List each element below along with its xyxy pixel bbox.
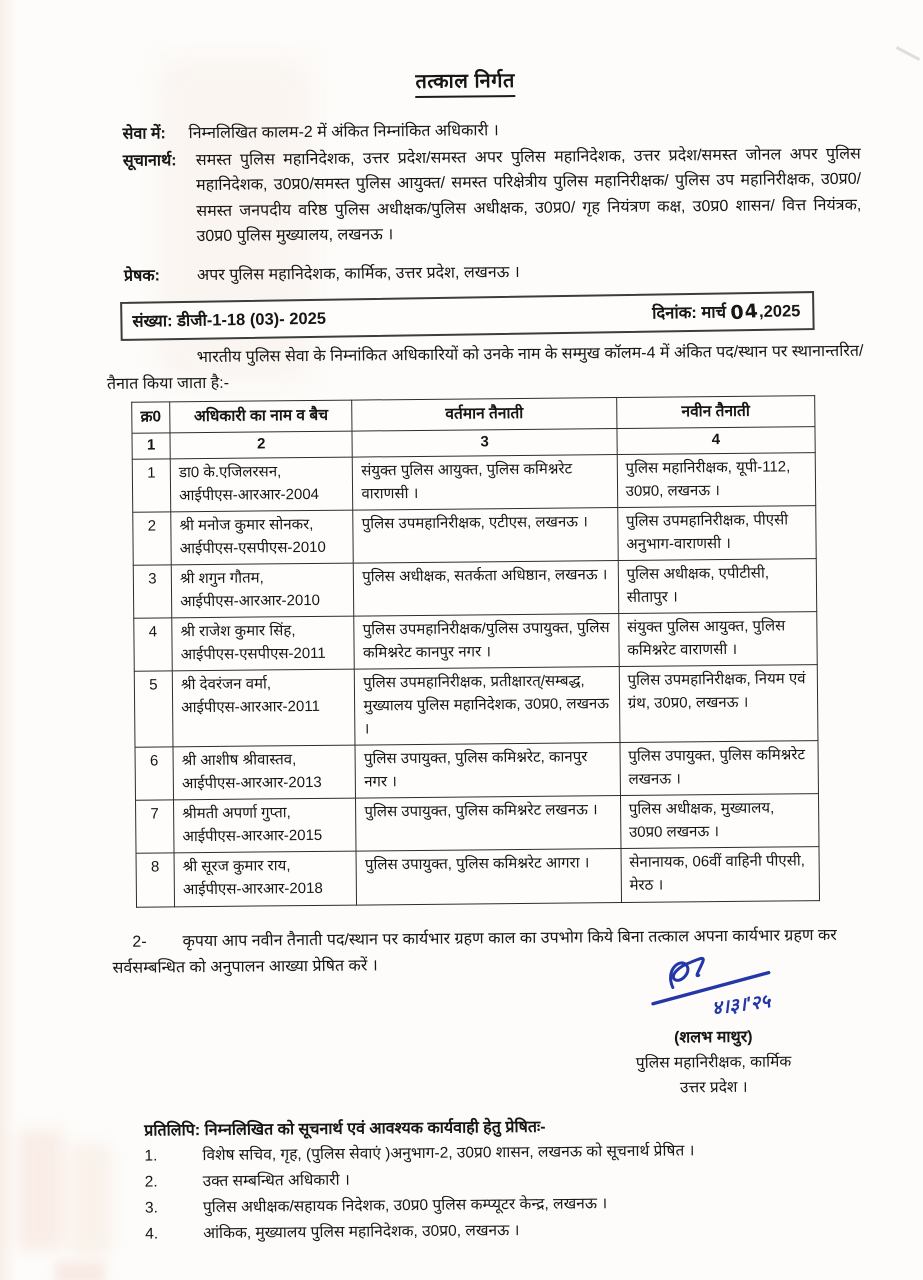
new-posting: पुलिस महानिरीक्षक, यूपी-112, उ0प्र0, लखनऊ । [617, 453, 816, 508]
signature-handwritten-date: ४।३।'२५ [710, 991, 772, 1020]
order-paragraph: भारतीय पुलिस सेवा के निम्नांकित अधिकारियों को उनके नाम के सम्मुख कॉलम-4 में अंकित पद/स्थान पर स्थानान्तरित/तैनात किया जाता है:- [106, 342, 864, 393]
current-posting: पुलिस उपमहानिरीक्षक/पुलिस उपायुक्त, पुलिस कमिश्नरेट कानपुर नगर । [354, 614, 619, 670]
officer-name: श्री मनोज कुमार सोनकर, [179, 515, 314, 535]
copy-item-number: 4. [145, 1225, 159, 1243]
signatory-designation: पुलिस महानिरीक्षक, कार्मिक [635, 1053, 792, 1072]
row-number: 2 [133, 512, 172, 565]
column-number: 2 [170, 431, 353, 459]
scan-artifact-left-band [0, 0, 16, 1280]
copy-item [145, 1191, 873, 1219]
current-posting: पुलिस उपायुक्त, पुलिस कमिश्नरेट, कानपुर नगर । [355, 743, 620, 799]
column-number: 4 [617, 427, 816, 455]
officer-batch: आईपीएस-एसपीएस-2010 [179, 538, 326, 558]
row-number: 8 [136, 853, 175, 907]
scan-artifact-bottom-streak [70, 1145, 110, 1255]
new-posting: पुलिस उपमहानिरीक्षक, नियम एवं ग्रंथ, उ0प्र0, लखनऊ । [619, 665, 818, 743]
officer-batch: आईपीएस-आरआर-2013 [181, 773, 322, 793]
scan-artifact-fold-mark [896, 46, 920, 61]
addressee-text: निम्नलिखित कालम-2 में अंकित निम्नांकित अधिकारी । [188, 122, 499, 143]
reference-box [120, 291, 815, 341]
row-number: 1 [132, 459, 171, 512]
copies-section [144, 1112, 873, 1245]
transfer-table [131, 395, 820, 908]
current-posting: पुलिस उपमहानिरीक्षक, प्रतीक्षारत्/सम्बद्ध, मुख्यालय पुलिस महानिदेशक, उ0प्र0, लखनऊ । [355, 667, 620, 746]
officer-cell [170, 457, 353, 512]
officer-cell [172, 669, 355, 747]
header-current-posting: वर्तमान तैनाती [352, 398, 617, 432]
copy-item-text: उक्त सम्बन्धित अधिकारी । [202, 1171, 350, 1191]
current-posting: पुलिस अधीक्षक, सतर्कता अधिष्ठान, लखनऊ । [354, 561, 619, 617]
reference-date-handwritten: 04 [729, 299, 761, 325]
copy-item-number: 1. [144, 1147, 158, 1165]
reference-number: संख्या: डीजी-1-18 (03)- 2025 [132, 309, 327, 331]
new-posting: पुलिस उपायुक्त, पुलिस कमिश्नरेट लखनऊ । [620, 741, 819, 796]
officer-cell [172, 616, 355, 671]
sender-row [124, 256, 864, 289]
officer-cell [174, 851, 357, 907]
copy-item-text: आंकिक, मुख्यालय पुलिस महानिदेशक, उ0प्र0, लखनऊ । [203, 1222, 520, 1243]
copy-item-number: 2. [144, 1173, 158, 1191]
table-row [134, 665, 818, 748]
addressee-label: सेवा में: [122, 125, 166, 143]
sender-text: अपर पुलिस महानिदेशक, कार्मिक, उत्तर प्रदेश, लखनऊ । [196, 263, 520, 284]
table-row [134, 612, 817, 672]
header-new-posting: नवीन तैनाती [616, 396, 815, 429]
copy-item [144, 1139, 872, 1167]
sender-label: प्रेषक: [123, 266, 161, 285]
scan-artifact-bottom-spot [55, 1262, 105, 1280]
row-number: 7 [136, 800, 175, 853]
table-row [133, 559, 816, 619]
reference-date-label: दिनांक: मार्च [652, 303, 727, 323]
table-row [132, 453, 815, 513]
header-name-batch: अधिकारी का नाम व बैच [170, 400, 353, 433]
row-number: 4 [134, 618, 173, 671]
copy-item [145, 1217, 873, 1245]
signatory-place: उत्तर प्रदेश । [679, 1078, 748, 1097]
table-row [135, 741, 818, 801]
row-number: 3 [133, 565, 172, 618]
page-title: तत्काल निर्गत [415, 66, 515, 98]
table-row [133, 506, 816, 566]
new-posting: पुलिस अधीक्षक, एपीटीसी, सीतापुर । [618, 559, 817, 614]
officer-batch: आईपीएस-आरआर-2004 [179, 485, 320, 505]
officer-name: श्री राजेश कुमार सिंह, [180, 622, 296, 641]
new-posting: पुलिस अधीक्षक, मुख्यालय, उ0प्र0 लखनऊ । [620, 794, 819, 849]
copy-item [145, 1165, 873, 1193]
document-content [100, 63, 873, 1245]
current-posting: पुलिस उपमहानिरीक्षक, एटीएस, लखनऊ । [353, 508, 618, 564]
reference-date [652, 298, 801, 323]
column-number: 3 [352, 429, 617, 458]
instruction-text: कृपया आप नवीन तैनाती पद/स्थान पर कार्यभार ग्रहण काल का उपभोग किये बिना तत्काल अपना कार्यभार ग्रहण कर सर्वसम्बन्धित को अनुपालन आख्या प्रेषित करें । [112, 926, 837, 977]
current-posting: पुलिस उपायुक्त, पुलिस कमिश्नरेट आगरा । [356, 849, 621, 906]
officer-cell [174, 798, 357, 853]
column-number: 1 [132, 433, 170, 459]
officer-batch: आईपीएस-एसपीएस-2011 [180, 644, 326, 664]
scan-artifact-bottom-streak [18, 1130, 63, 1250]
copy-item-number: 3. [144, 1199, 158, 1217]
officer-name: श्रीमती अपर्णा गुप्ता, [182, 804, 291, 823]
copy-item-text: विशेष सचिव, गृह, (पुलिस सेवाएं )अनुभाग-2, उ0प्र0 शासन, लखनऊ को सूचनार्थ प्रेषित । [202, 1142, 695, 1165]
reference-date-year: ,2025 [758, 302, 801, 321]
officer-batch: आईपीएस-आरआर-2011 [181, 697, 320, 717]
instruction-number: 2- [132, 933, 147, 951]
info-text: समस्त पुलिस महानिदेशक, उत्तर प्रदेश/समस्त अपर पुलिस महानिदेशक, उत्तर प्रदेश/समस्त जोनल अपर पुलिस महानिदेशक, उ0प्र0/समस्त पुलिस आयुक्त/ समस्त परिक्षेत्रीय पुलिस महानिरीक्षक/ पुलिस उप महानिरीक्षक, उ0प्र0/ समस्त जनपदीय वरिष्ठ पुलिस अधीक्षक/पुलिस अधीक्षक, उ0प्र0/ गृह नियंत्रण कक्ष, उ0प्र0 शासन/ वित्त नियंत्रक, उ0प्र0 पुलिस मुख्यालय, लखनऊ । [195, 145, 862, 246]
officer-cell [171, 510, 354, 565]
officer-name: श्री सूरज कुमार राय, [182, 857, 291, 876]
officer-batch: आईपीएस-आरआर-2015 [182, 826, 323, 846]
new-posting: सेनानायक, 06वीं वाहिनी पीएसी, मेरठ । [621, 847, 820, 903]
current-posting: संयुक्त पुलिस आयुक्त, पुलिस कमिश्नरेट वाराणसी । [353, 455, 618, 511]
officer-cell [173, 745, 356, 800]
current-posting: पुलिस उपायुक्त, पुलिस कमिश्नरेट लखनऊ । [356, 796, 621, 852]
new-posting: पुलिस उपमहानिरीक्षक, पीएसी अनुभाग-वाराणसी । [617, 506, 816, 561]
officer-batch: आईपीएस-आरआर-2018 [182, 879, 323, 899]
copy-item-text: पुलिस अधीक्षक/सहायक निदेशक, उ0प्र0 पुलिस कम्प्यूटर केन्द्र, लखनऊ । [202, 1195, 608, 1217]
table-row [136, 794, 819, 854]
row-number: 5 [134, 671, 173, 747]
table-row [136, 847, 819, 908]
info-label: सूचानार्थ: [122, 151, 177, 170]
officer-name: श्री आशीष श्रीवास्तव, [181, 751, 297, 770]
copies-heading: प्रतिलिपि: निम्नलिखित को सूचनार्थ एवं आवश्यक कार्यवाही हेतु प्रेषितः- [144, 1118, 546, 1140]
info-row [123, 141, 864, 250]
header-serial: क्र0 [132, 402, 170, 433]
signatory-name: (शलभ माथुर) [673, 1028, 753, 1047]
officer-name: डा0 के.एजिलरसन, [178, 463, 282, 482]
officer-cell [171, 563, 354, 618]
row-number: 6 [135, 747, 174, 800]
officer-batch: आईपीएस-आरआर-2010 [180, 591, 321, 611]
officer-name: श्री शगुन गौतम, [179, 569, 264, 588]
new-posting: संयुक्त पुलिस आयुक्त, पुलिस कमिश्नरेट वाराणसी । [618, 612, 817, 667]
officer-name: श्री देवरंजन वर्मा, [180, 675, 272, 694]
signature-block [563, 952, 864, 1099]
